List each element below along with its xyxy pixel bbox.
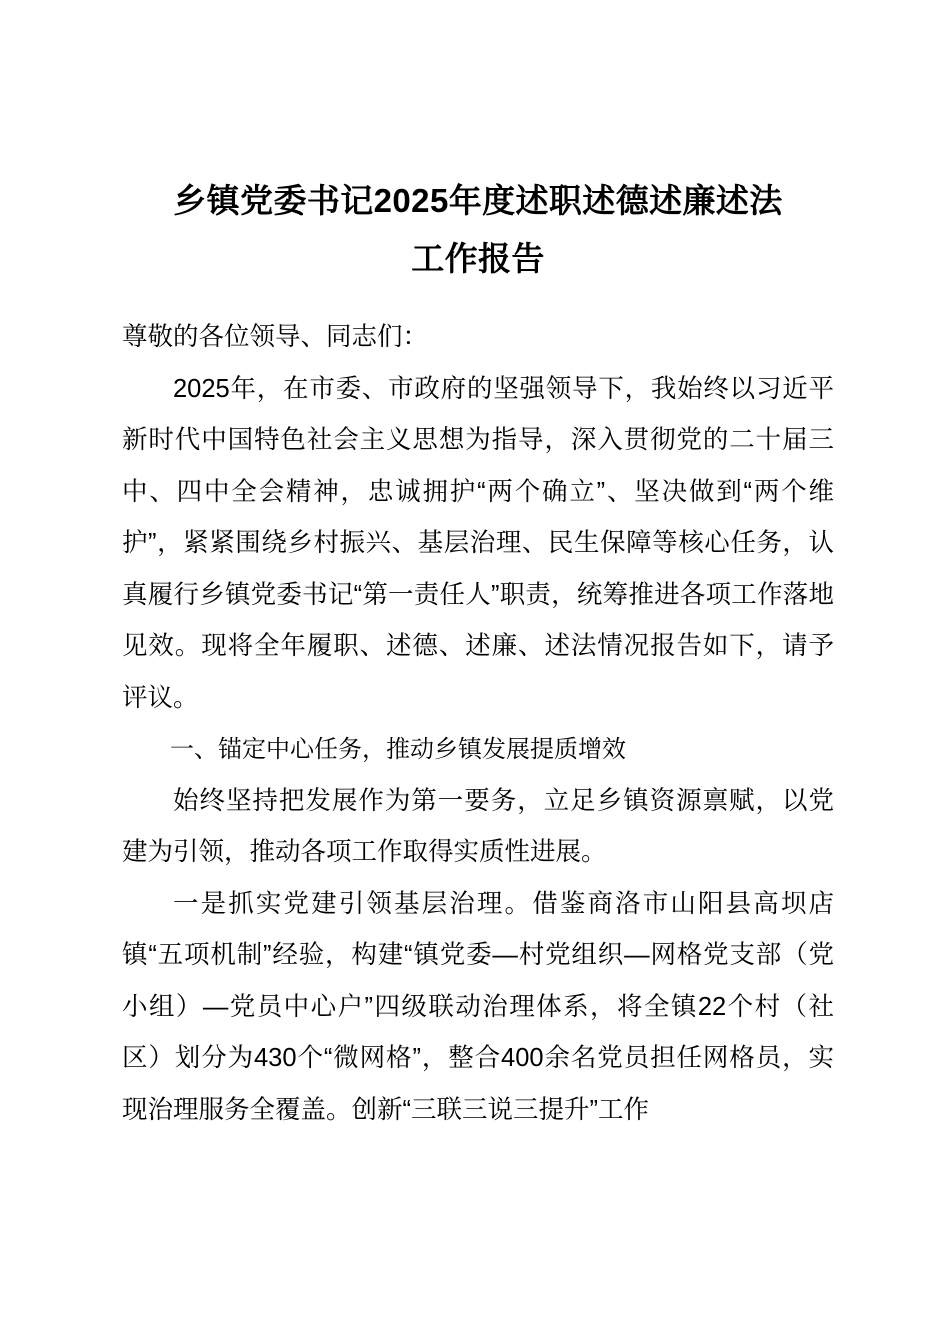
title-line-2: 工作报告 (411, 240, 545, 277)
document-body (122, 312, 834, 1136)
salutation: 尊敬的各位领导、同志们： (122, 323, 429, 351)
page-title (122, 0, 834, 288)
paragraph-section1-intro: 始终坚持把发展作为第一要务，立足乡镇资源禀赋，以党建为引领，推动各项工作取得实质性进展。 (122, 786, 834, 866)
paragraph-opening: 2025年，在市委、市政府的坚强领导下，我始终以习近平新时代中国特色社会主义思想为指导，深入贯彻党的二十届三中、四中全会精神，忠诚拥护“两个确立”、坚决做到“两个维护”，紧紧围绕乡村振兴、基层治理、民生保障等核心任务，认真履行乡镇党委书记“第一责任人”职责，统筹推进各项工作落地见效。现将全年履职、述德、述廉、述法情况报告如下，请予评议。 (122, 374, 834, 712)
title-line-1: 乡镇党委书记2025年度述职述德述廉述法 (173, 182, 783, 219)
section-heading-1: 一、锚定中心任务，推动乡镇发展提质增效 (170, 736, 626, 763)
paragraph-section1-item1: 一是抓实党建引领基层治理。借鉴商洛市山阳县高坝店镇“五项机制”经验，构建“镇党委—村党组织—网格党支部（党小组）—党员中心户”四级联动治理体系，将全镇22个村（社区）划分为430个“微网格”，整合400余名党员担任网格员，实现治理服务全覆盖。创新“三联三说三提升”工作 (122, 889, 834, 1124)
document-content (122, 0, 834, 1136)
